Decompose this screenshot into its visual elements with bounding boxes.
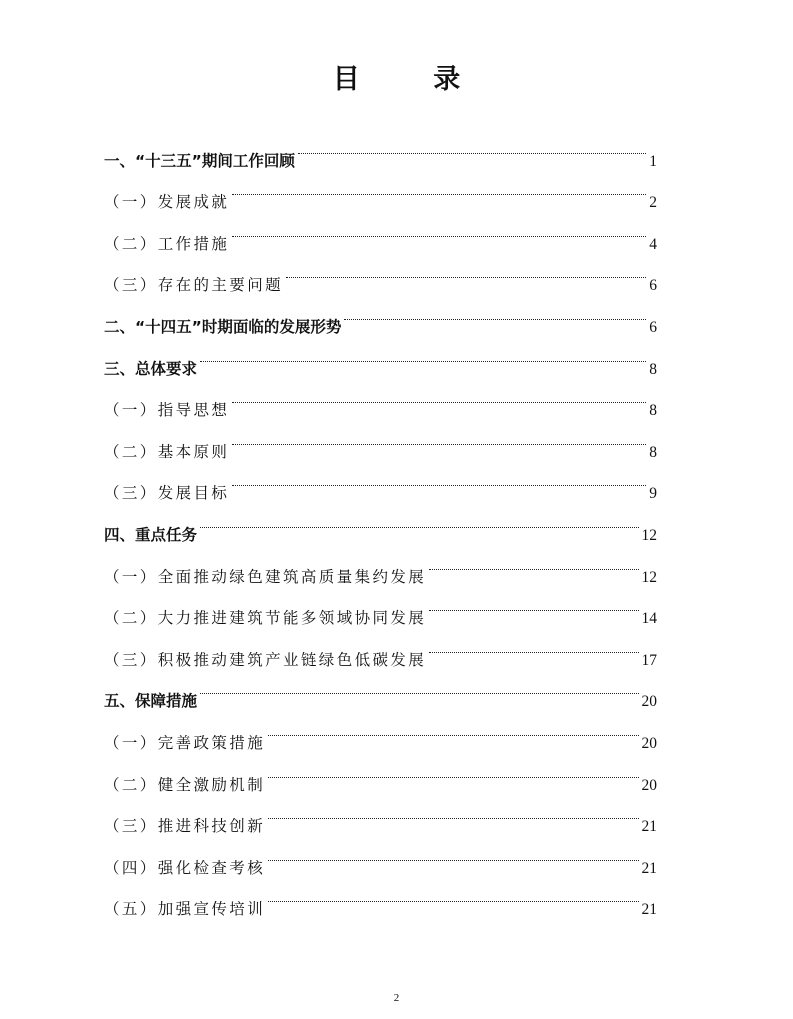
toc-entry-label: （三）存在的主要问题 — [104, 276, 284, 295]
page-number: 2 — [393, 992, 400, 1004]
toc-entry-page: 20 — [641, 776, 657, 794]
toc-entry-label: （一）全面推动绿色建筑高质量集约发展 — [104, 567, 427, 586]
toc-entry-label: （二）健全激励机制 — [104, 775, 266, 794]
toc-entry-label: （二）大力推进建筑节能多领域协同发展 — [104, 609, 427, 628]
toc-entry-label: 四、重点任务 — [104, 525, 198, 544]
toc-entry-page: 6 — [649, 277, 657, 295]
toc-dot-leader — [200, 498, 638, 540]
toc-entry-label: （二）工作措施 — [104, 234, 230, 253]
toc-dot-leader — [200, 332, 646, 374]
toc-dot-leader — [344, 290, 646, 332]
toc-dot-leader — [429, 582, 638, 624]
toc-entry-page: 8 — [649, 443, 657, 461]
toc-entry-label: （一）指导思想 — [104, 401, 230, 420]
toc-entry-page: 9 — [649, 485, 657, 503]
toc-dot-leader — [232, 166, 646, 208]
toc-entry-label: （五）加强宣传培训 — [104, 900, 266, 919]
toc-entry-page: 21 — [641, 818, 657, 836]
toc-entry-label: 三、总体要求 — [104, 359, 198, 378]
toc-dot-leader — [286, 249, 646, 291]
toc-dot-leader — [232, 415, 646, 457]
toc-entry-page: 8 — [649, 360, 657, 378]
toc-dot-leader — [268, 706, 638, 748]
toc-entry-page: 14 — [641, 610, 657, 628]
toc-entry-label: （一）发展成就 — [104, 193, 230, 212]
toc-entry[interactable] — [104, 124, 657, 170]
toc-entry-label: 五、保障措施 — [104, 692, 198, 711]
toc-dot-leader — [232, 374, 646, 416]
toc-dot-leader — [200, 665, 638, 707]
toc-entry-page: 20 — [641, 693, 657, 711]
toc-entry-page: 21 — [641, 859, 657, 877]
toc-entry-page: 21 — [641, 901, 657, 919]
toc-entry-label: 二、“十四五”时期面临的发展形势 — [104, 317, 342, 336]
toc-dot-leader — [232, 207, 646, 249]
page-title: 目 录 — [332, 64, 493, 95]
toc-entry-label: （一）完善政策措施 — [104, 733, 266, 752]
toc-entry-page: 1 — [649, 152, 657, 170]
toc-entry-label: （四）强化检查考核 — [104, 858, 266, 877]
toc-entry-page: 2 — [649, 194, 657, 212]
toc-dot-leader — [268, 748, 638, 790]
toc-entry-page: 8 — [649, 402, 657, 420]
toc-entry-page: 20 — [641, 734, 657, 752]
toc-dot-leader — [232, 457, 646, 499]
toc-entry-page: 12 — [641, 526, 657, 544]
toc-entry-page: 17 — [641, 651, 657, 669]
toc-entry-page: 4 — [649, 235, 657, 253]
toc-entry-page: 12 — [641, 568, 657, 586]
toc-dot-leader — [268, 873, 638, 915]
toc-entry-label: （三）积极推动建筑产业链绿色低碳发展 — [104, 650, 427, 669]
toc-dot-leader — [298, 124, 646, 166]
toc-entry-label: 一、“十三五”期间工作回顾 — [104, 151, 295, 170]
toc-dot-leader — [429, 623, 638, 665]
toc-entry-page: 6 — [649, 318, 657, 336]
toc-dot-leader — [268, 831, 638, 873]
toc-entry-label: （三）推进科技创新 — [104, 817, 266, 836]
toc-dot-leader — [429, 540, 638, 582]
toc-entry-label: （二）基本原则 — [104, 442, 230, 461]
toc-dot-leader — [268, 790, 638, 832]
table-of-contents — [104, 124, 657, 919]
toc-entry-label: （三）发展目标 — [104, 484, 230, 503]
